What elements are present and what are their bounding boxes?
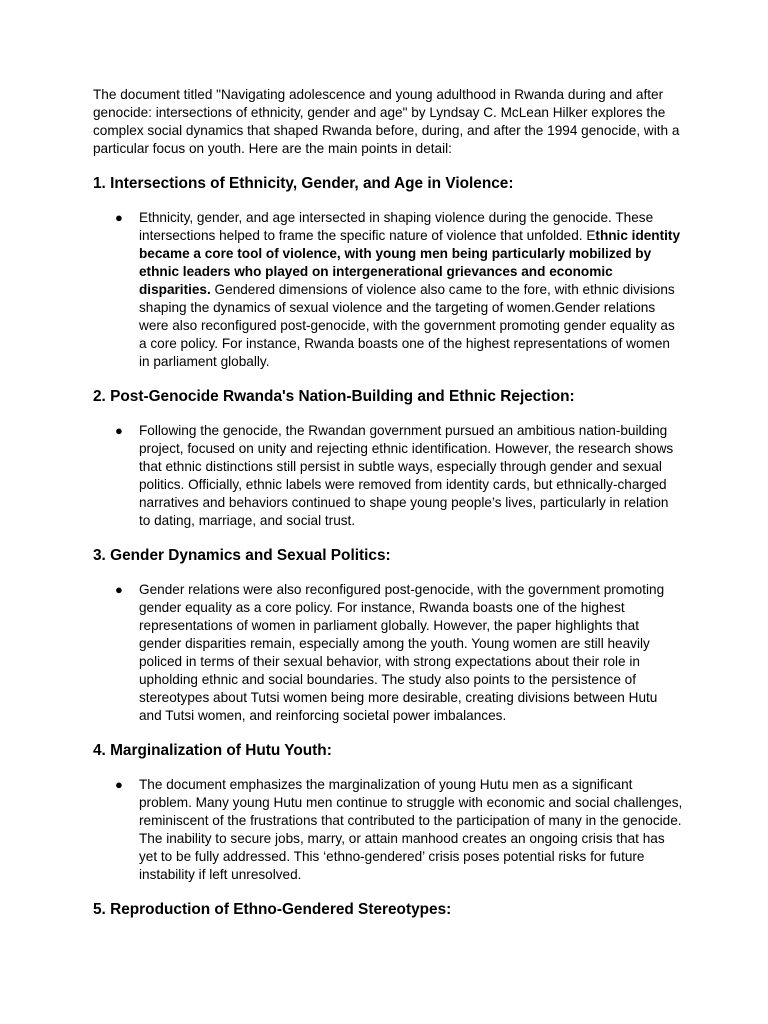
bullet-icon: ● bbox=[115, 582, 123, 597]
bullet-text: The document emphasizes the marginalization of young Hutu men as a significant problem. Many young Hutu men continue to struggle with economic and social challenges, reminiscent of the frustrations that contributed to the participation of many in the genocide. The inability to secure jobs, marry, or attain manhood creates an ongoing crisis that has yet to be fully addressed. This ‘ethno-gendered’ crisis poses potential risks for future instability if left unresolved. bbox=[139, 777, 683, 882]
bullet-icon: ● bbox=[115, 423, 123, 438]
list-item bbox=[93, 422, 683, 530]
bullet-list-3 bbox=[93, 581, 683, 725]
bullet-icon: ● bbox=[115, 777, 123, 792]
list-item bbox=[93, 776, 683, 884]
list-item bbox=[93, 209, 683, 371]
list-item bbox=[93, 581, 683, 725]
section-heading-2: 2. Post-Genocide Rwanda's Nation-Building and Ethnic Rejection: bbox=[93, 388, 575, 405]
bullet-text-start: Ethnicity, gender, and age intersected in shaping violence during the genocide. These intersections helped to frame the specific nature of violence that unfolded. E bbox=[139, 210, 654, 243]
bullet-list-4 bbox=[93, 776, 683, 884]
section-heading-5: 5. Reproduction of Ethno-Gendered Stereotypes: bbox=[93, 901, 452, 918]
bullet-list-1 bbox=[93, 209, 683, 371]
section-heading-4: 4. Marginalization of Hutu Youth: bbox=[93, 742, 332, 759]
section-heading-3: 3. Gender Dynamics and Sexual Politics: bbox=[93, 547, 391, 564]
bullet-text: Following the genocide, the Rwandan government pursued an ambitious nation-building project, focused on unity and rejecting ethnic identification. However, the research shows that ethnic distinctions still persist in subtle ways, especially through gender and sexual politics. Officially, ethnic labels were removed from identity cards, but ethnically-charged narratives and behaviors continued to shape young people’s lives, particularly in relation to dating, marriage, and social trust. bbox=[139, 423, 674, 528]
bullet-text-bold: thnic identity became a core tool of violence, with young men being particularly mobilized by ethnic leaders who played on intergenerational grievances and economic disparities. bbox=[139, 228, 681, 297]
bullet-list-2 bbox=[93, 422, 683, 530]
section-heading-1: 1. Intersections of Ethnicity, Gender, and Age in Violence: bbox=[93, 175, 514, 192]
document-page bbox=[93, 86, 683, 920]
bullet-icon: ● bbox=[115, 210, 123, 225]
bullet-text-end: Gendered dimensions of violence also came to the fore, with ethnic divisions shaping the dynamics of sexual violence and the targeting of women.Gender relations were also reconfigured post-genocide, with the government promoting gender equality as a core policy. For instance, Rwanda boasts one of the highest representations of women in parliament globally. bbox=[139, 282, 675, 369]
intro-paragraph: The document titled "Navigating adolescence and young adulthood in Rwanda during and after genocide: intersections of ethnicity, gender and age" by Lyndsay C. McLean Hilker explores the complex social dynamics that shaped Rwanda before, during, and after the 1994 genocide, with a particular focus on youth. Here are the main points in detail: bbox=[93, 87, 680, 156]
bullet-text: Gender relations were also reconfigured post-genocide, with the government promoting gender equality as a core policy. For instance, Rwanda boasts one of the highest representations of women in parliament globally. However, the paper highlights that gender disparities remain, especially among the youth. Young women are still heavily policed in terms of their sexual behavior, with strong expectations about their role in upholding ethnic and social boundaries. The study also points to the persistence of stereotypes about Tutsi women being more desirable, creating divisions between Hutu and Tutsi women, and reinforcing societal power imbalances. bbox=[139, 582, 665, 723]
